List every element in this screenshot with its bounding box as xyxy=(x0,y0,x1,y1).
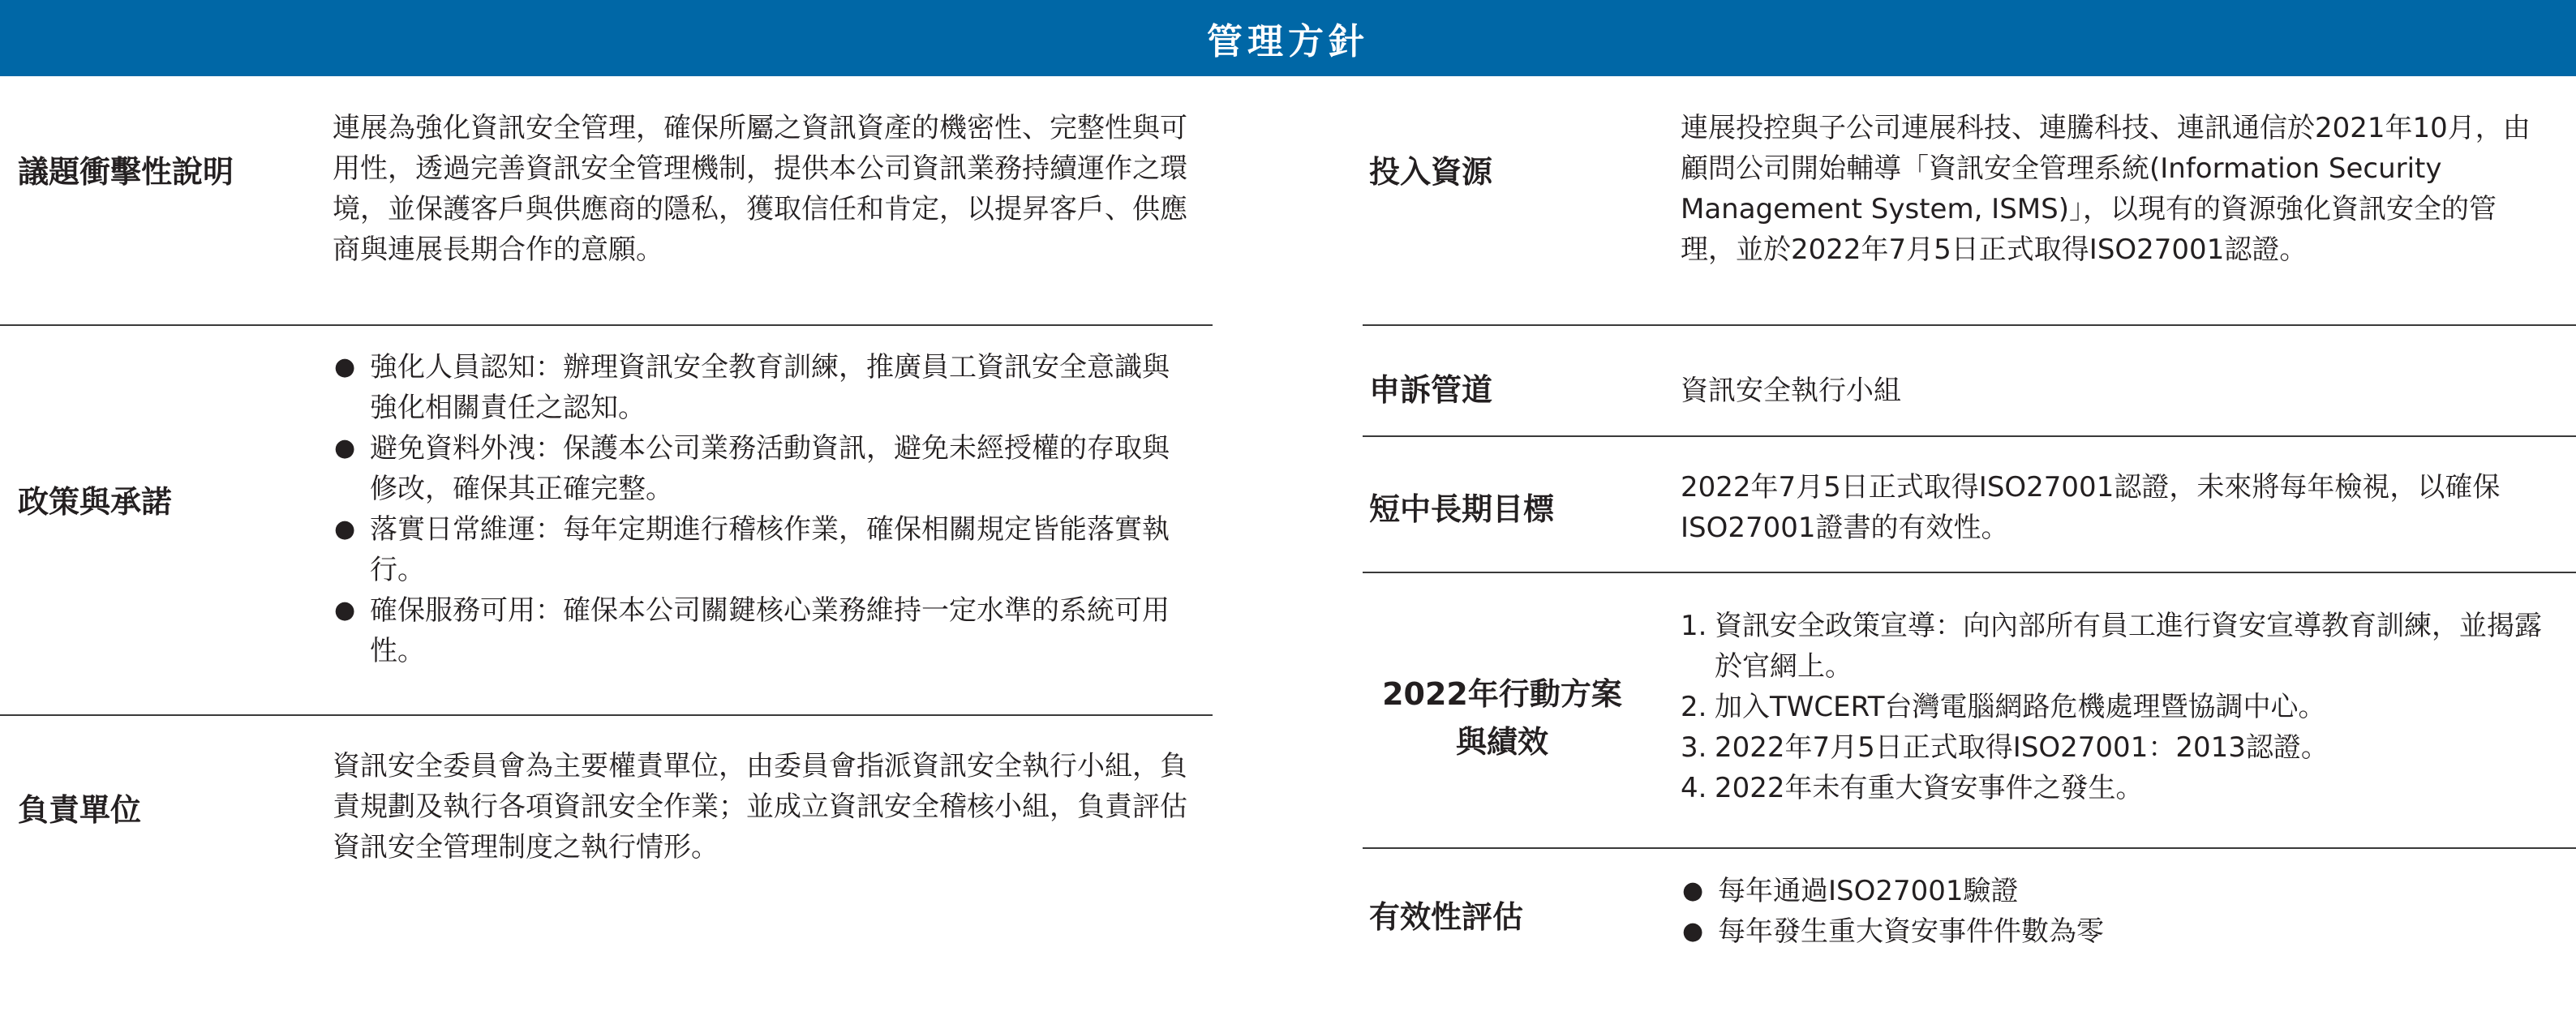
list-item: 1. 資訊安全政策宣導：向內部所有員工進行資安宣導教育訓練，並揭露於官網上。 xyxy=(1681,610,2542,683)
divider xyxy=(1363,324,2576,326)
divider xyxy=(1363,435,2576,437)
list-item: ● 每年發生重大資安事件件數為零 xyxy=(1681,911,2540,952)
divider xyxy=(1363,572,2576,573)
goals-text: 2022年7月5日正式取得ISO27001認證，未來將每年檢視，以確保ISO27001證書的有效性。 xyxy=(1681,471,2501,544)
list-item: 3. 2022年7月5日正式取得ISO27001：2013認證。 xyxy=(1681,731,2329,764)
action-plan-label xyxy=(1364,654,1640,783)
list-item: 4. 2022年未有重大資安事件之發生。 xyxy=(1681,772,2144,804)
page-title: 管理方針 xyxy=(0,0,2576,76)
issue-impact-label: 議題衝擊性說明 xyxy=(18,154,234,191)
complaint-channel-label: 申訴管道 xyxy=(1369,372,1493,409)
responsible-unit-text: 資訊安全委員會為主要權責單位，由委員會指派資訊安全執行小組，負責規劃及執行各項資訊安全作業；並成立資訊安全稽核小組，負責評估資訊安全管理制度之執行情形。 xyxy=(333,750,1187,864)
effectiveness-list xyxy=(1681,871,2540,952)
responsible-unit-label: 負責單位 xyxy=(18,792,142,829)
divider xyxy=(0,714,1213,716)
list-item: ● 每年通過ISO27001驗證 xyxy=(1681,871,2540,911)
divider xyxy=(1363,847,2576,849)
list-item: ● 落實日常維運：每年定期進行稽核作業，確保相關規定皆能落實執行。 xyxy=(333,509,1192,590)
complaint-channel-text: 資訊安全執行小組 xyxy=(1681,375,1901,407)
issue-impact-text: 連展為強化資訊安全管理，確保所屬之資訊資產的機密性、完整性與可用性，透過完善資訊安全管理機制，提供本公司資訊業務持續運作之環境，並保護客戶與供應商的隱私，獲取信任和肯定，以提昇客戶、供應商與連展長期合作的意願。 xyxy=(333,112,1187,266)
action-plan-label-line1: 2022年行動方案 xyxy=(1382,675,1622,712)
list-item: ● 確保服務可用：確保本公司關鍵核心業務維持一定水準的系統可用性。 xyxy=(333,590,1192,671)
resources-label: 投入資源 xyxy=(1369,154,1493,191)
list-item: ● 避免資料外洩：保護本公司業務活動資訊，避免未經授權的存取與修改，確保其正確完整。 xyxy=(333,428,1192,509)
policy-commitment-label: 政策與承諾 xyxy=(18,484,173,521)
action-plan-list xyxy=(1681,606,2548,808)
resources-text: 連展投控與子公司連展科技、連騰科技、連訊通信於2021年10月，由顧問公司開始輔導「資訊安全管理系統(Information Security Management System, ISMS)」，以現有的資源強化資訊安全的管理，並於2022年7月5日正式取得ISO27001認證。 xyxy=(1681,112,2531,266)
effectiveness-label: 有效性評估 xyxy=(1369,899,1524,936)
list-item: 2. 加入TWCERT台灣電腦網路危機處理暨協調中心。 xyxy=(1681,691,2326,723)
goals-label: 短中長期目標 xyxy=(1369,491,1555,528)
list-item: ● 強化人員認知：辦理資訊安全教育訓練，推廣員工資訊安全意識與強化相關責任之認知。 xyxy=(333,347,1192,428)
action-plan-label-line2: 與績效 xyxy=(1455,724,1548,760)
divider xyxy=(0,324,1213,326)
policy-commitment-list xyxy=(333,347,1192,671)
